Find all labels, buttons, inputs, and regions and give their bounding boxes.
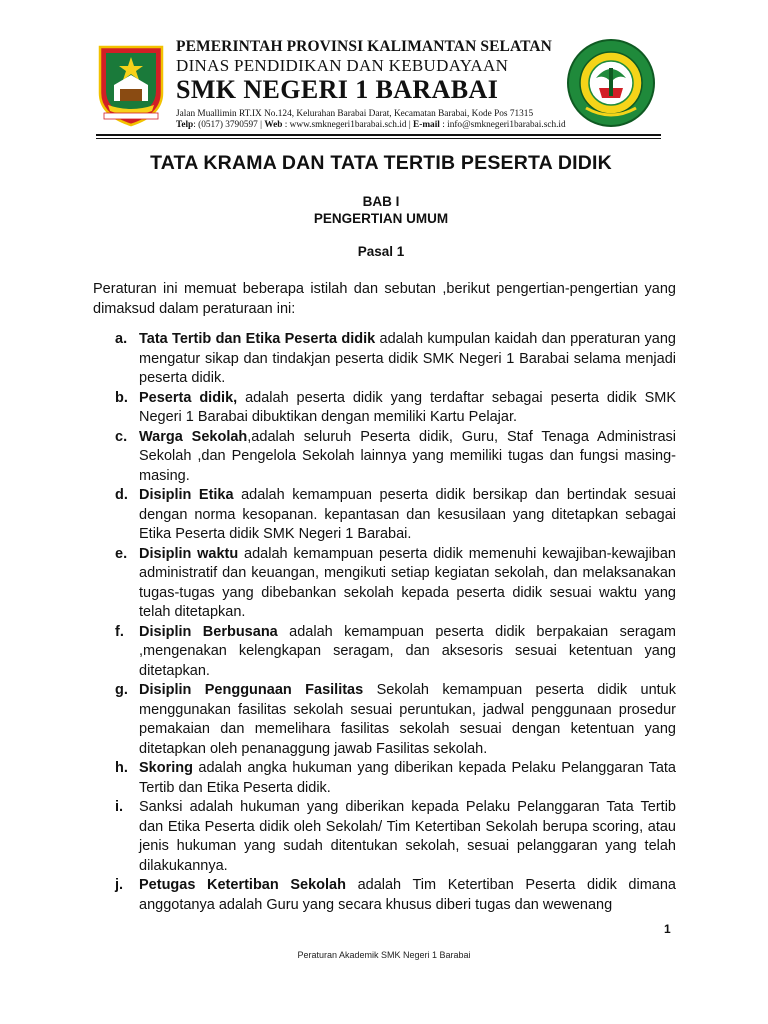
- item-marker: h.: [115, 760, 128, 776]
- letterhead-contact: [176, 120, 566, 131]
- email-value: : info@smknegeri1barabai.sch.id: [439, 120, 566, 130]
- item-marker: f.: [115, 623, 124, 640]
- item-text: ,adalah seluruh Peserta didik, Guru, Staf Tenaga Administrasi Sekolah ,dan Pengelola Sekolah lainnya yang memiliki tugas dan fungsi masing-masing.: [139, 428, 676, 484]
- definition-item: [93, 798, 676, 876]
- chapter-title: PENGERTIAN UMUM: [313, 211, 449, 226]
- item-marker: g.: [115, 682, 128, 698]
- intro-paragraph: Peraturan ini memuat beberapa istilah dan sebutan ,berikut pengertian-pengertian yang dimaksud dalam peraturaan ini:: [93, 281, 676, 317]
- definition-item: [93, 330, 676, 389]
- item-marker: e.: [115, 545, 128, 562]
- item-term: Disiplin waktu: [139, 545, 239, 562]
- page-number: 1: [664, 922, 671, 936]
- definition-item: [93, 759, 676, 798]
- provincial-crest-icon: [96, 41, 166, 127]
- item-term: Skoring: [139, 760, 193, 776]
- item-marker: i.: [115, 799, 124, 815]
- letterhead-address: Jalan Muallimin RT.IX No.124, Kelurahan Barabai Darat, Kecamatan Barabai, Kode Pos 71315: [176, 109, 534, 119]
- chapter-number: BAB I: [362, 194, 400, 209]
- item-marker: a.: [115, 331, 128, 347]
- item-marker: c.: [115, 428, 128, 445]
- item-term: Disiplin Berbusana: [139, 623, 278, 640]
- item-text: adalah kemampuan peserta didik memenuhi kewajiban-kewajiban administratif dan keuangan, mengikuti setiap kegiatan sekolah, dan melaksanakan tugas-tugas yang dibebankan sekolah kepada peserta didik sesuai waktu yang telah ditetapkan.: [139, 545, 676, 620]
- page-footer: Peraturan Akademik SMK Negeri 1 Barabai: [297, 950, 471, 960]
- item-text: Sekolah kemampuan peserta didik untuk menggunakan fasilitas sekolah sesuai peruntukan, jadwal penggunaan prosedur pemakaian dan memelihara fasilitas sekolah sesuai dengan ketentuan yang ditetapkan oleh penanaggung jawab Fasilitas sekolah.: [139, 682, 676, 757]
- web-label: Web: [264, 120, 283, 130]
- letterhead: [176, 38, 566, 131]
- definition-item: [93, 623, 676, 682]
- item-marker: d.: [115, 487, 128, 503]
- definition-item: [93, 545, 676, 623]
- document-title: TATA KRAMA DAN TATA TERTIB PESERTA DIDIK: [150, 152, 612, 174]
- item-term: Warga Sekolah: [139, 428, 248, 445]
- letterhead-rule-thin: [96, 138, 661, 139]
- letterhead-rule-thick: [96, 134, 661, 136]
- definition-item: [93, 681, 676, 759]
- letterhead-department: DINAS PENDIDIKAN DAN KEBUDAYAAN: [176, 56, 509, 75]
- item-text: adalah Tim Ketertiban Peserta didik dimana anggotanya adalah Guru yang secara khusus diberi tugas dan wewenang: [139, 877, 676, 913]
- item-term: Tata Tertib dan Etika Peserta didik: [139, 331, 376, 347]
- item-text: adalah angka hukuman yang diberikan kepada Pelaku Pelanggaran Tata Tertib dan Etika Peserta didik.: [139, 760, 676, 796]
- definition-item: [93, 389, 676, 428]
- email-label: E-mail: [413, 120, 440, 130]
- item-text: adalah kemampuan peserta didik berpakaian seragam ,mengenakan kelengkapan seragam, dan aksesoris sesuai ketentuan yang ditetapkan.: [139, 623, 677, 679]
- definition-list: [93, 330, 676, 915]
- article-heading: Pasal 1: [357, 244, 405, 259]
- telp-value: : (0517) 3790597 |: [193, 120, 265, 130]
- definition-item: [93, 428, 676, 487]
- definition-item: [93, 876, 676, 915]
- item-term: Disiplin Etika: [139, 487, 234, 503]
- web-value: : www.smknegeri1barabai.sch.id |: [282, 120, 414, 130]
- item-text: adalah kemampuan peserta didik bersikap dan bertindak sesuai dengan norma kesopanan. kepantasan dan kesusilaan yang ditetapkan sebagai Etika Peserta didik SMK Negeri 1 Barabai.: [139, 487, 677, 542]
- item-text: Sanksi adalah hukuman yang diberikan kepada Pelaku Pelanggaran Tata Tertib dan Etika Peserta didik oleh Sekolah/ Tim Ketertiban Sekolah berupa scoring, atau jenis hukuman yang sudah ditentukan sekolah, sesuai pelanggaran yang telah dilakukannya.: [139, 799, 676, 874]
- telp-label: Telp: [176, 120, 194, 130]
- item-term: Petugas Ketertiban Sekolah: [139, 877, 346, 893]
- item-text: adalah kumpulan kaidah dan pperaturan yang mengatur sikap dan tindakjan peserta didik SMK Negeri 1 Barabai selama menjadi peserta didik.: [139, 331, 676, 386]
- letterhead-school-name: SMK NEGERI 1 BARABAI: [176, 75, 499, 104]
- item-text: adalah peserta didik yang terdaftar sebagai peserta didik SMK Negeri 1 Barabai dibuktikan dengan memiliki Kartu Pelajar.: [139, 389, 677, 425]
- definition-item: [93, 486, 676, 545]
- letterhead-government: PEMERINTAH PROVINSI KALIMANTAN SELATAN: [176, 38, 552, 55]
- item-term: Peserta didik,: [139, 389, 238, 406]
- school-emblem-icon: [566, 38, 656, 128]
- item-marker: j.: [115, 877, 124, 893]
- item-marker: b.: [115, 389, 128, 406]
- item-term: Disiplin Penggunaan Fasilitas: [139, 682, 364, 698]
